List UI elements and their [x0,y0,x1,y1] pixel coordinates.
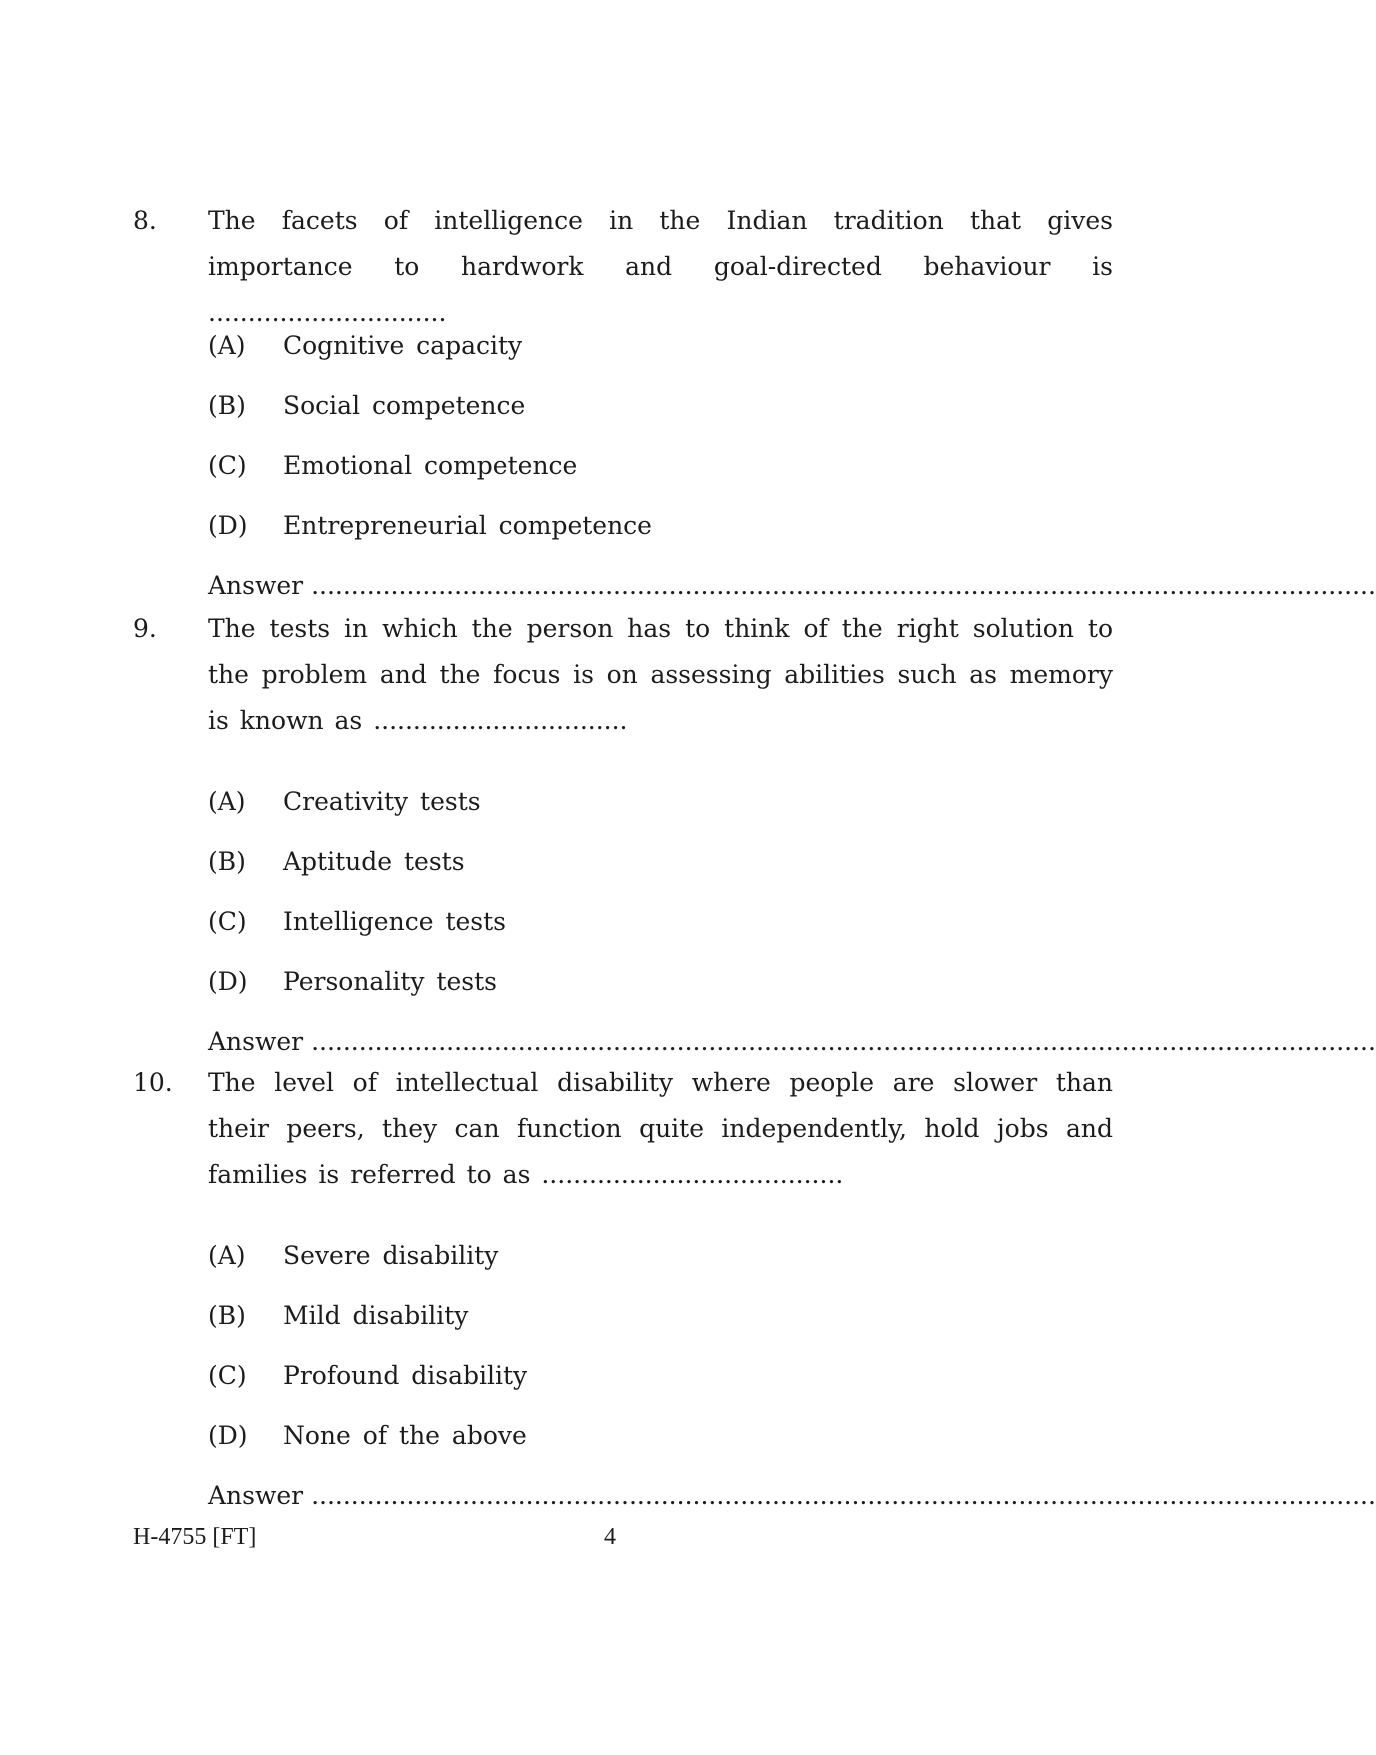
option-d [208,966,497,998]
option-b [208,846,465,878]
option-text: Creativity tests [283,787,481,816]
option-c [208,1360,527,1392]
option-letter: (B) [208,1301,246,1330]
option-b [208,1300,468,1332]
answer-line: Answer ...................................................................................................................................... [208,571,1376,600]
question-text: The tests in which the person has to think of the right solution to the problem and the focus is on assessing abilities such as memory is known as ................................ [208,614,1113,735]
option-c [208,450,577,482]
option-letter: (D) [208,1421,248,1450]
question-number: 9. [133,614,157,643]
option-letter: (B) [208,391,246,420]
option-letter: (C) [208,907,247,936]
answer-line: Answer ...................................................................................................................................... [208,1481,1376,1510]
question-text: The facets of intelligence in the Indian tradition that gives importance to hardwork and goal-directed behaviour is .............................. [208,206,1113,327]
option-text: Social competence [283,391,526,420]
option-letter: (A) [208,1241,246,1270]
option-letter: (D) [208,511,248,540]
option-text: Severe disability [283,1241,499,1270]
option-text: None of the above [283,1421,527,1450]
answer-line: Answer ...................................................................................................................................... [208,1027,1376,1056]
option-letter: (C) [208,1361,247,1390]
option-c [208,906,506,938]
option-letter: (D) [208,967,248,996]
option-letter: (B) [208,847,246,876]
option-text: Profound disability [283,1361,528,1390]
option-text: Intelligence tests [283,907,506,936]
question-text: The level of intellectual disability where people are slower than their peers, they can function quite independently, hold jobs and families is referred to as ...................................... [208,1068,1113,1189]
option-letter: (C) [208,451,247,480]
question-number: 10. [133,1068,173,1097]
paper-code: H-4755 [FT] [133,1524,257,1550]
option-a [208,1240,498,1272]
option-d [208,1420,527,1452]
option-text: Emotional competence [283,451,578,480]
option-d [208,510,652,542]
option-text: Mild disability [283,1301,469,1330]
option-letter: (A) [208,787,246,816]
option-b [208,390,525,422]
option-a [208,786,481,818]
option-text: Personality tests [283,967,497,996]
page-number: 4 [604,1524,616,1550]
option-text: Cognitive capacity [283,331,523,360]
option-text: Entrepreneurial competence [283,511,652,540]
option-a [208,330,522,362]
option-letter: (A) [208,331,246,360]
option-text: Aptitude tests [283,847,465,876]
question-number: 8. [133,206,157,235]
